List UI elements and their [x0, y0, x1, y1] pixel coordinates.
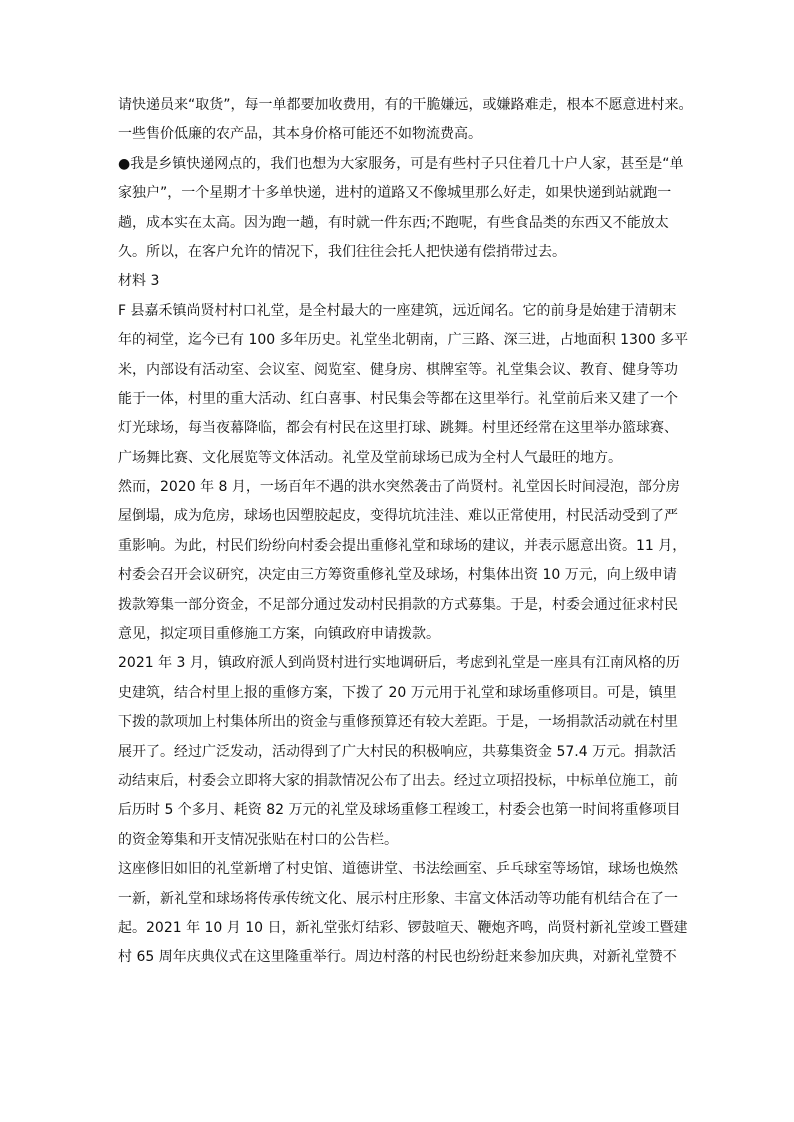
- section-heading: 材料 3: [118, 273, 160, 290]
- text-line: 请快递员来“取货”，每一单都要加收费用，有的干脆嫌远，或嫌路难走，根本不愿意进村来。: [118, 97, 693, 113]
- text-line: 拨款筹集一部分资金，不足部分通过发动村民捐款的方式募集。于是，村委会通过征求村民: [118, 596, 678, 613]
- text-line: 的资金筹集和开支情况张贴在村口的公告栏。: [118, 831, 398, 848]
- text-line: 史建筑，结合村里上报的重修方案，下拨了 20 万元用于礼堂和球场重修项目。可是，镇里: [118, 684, 677, 701]
- text-line: 家独户”，一个星期才十多单快递，进村的道路又不像城里那么好走，如果快递到站就跑一: [118, 185, 672, 202]
- document-body: [118, 91, 693, 973]
- text-line: 村 65 周年庆典仪式在这里隆重举行。周边村落的村民也纷纷赶来参加庆典，对新礼堂赞不: [118, 949, 677, 966]
- text-line: 一新，新礼堂和球场将传承传统文化、展示村庄形象、丰富文体活动等功能有机结合在了一: [118, 890, 678, 907]
- text-line: 2021 年 3 月，镇政府派人到尚贤村进行实地调研后，考虑到礼堂是一座具有江南风格的历: [118, 655, 680, 672]
- text-line: 米，内部设有活动室、会议室、阅览室、健身房、棋牌室等。礼堂集会议、教育、健身等功: [118, 361, 678, 378]
- text-line: 村委会召开会议研究，决定由三方筹资重修礼堂及球场，村集体出资 10 万元，向上级申请: [118, 567, 677, 584]
- text-line: F 县嘉禾镇尚贤村村口礼堂，是全村最大的一座建筑，远近闻名。它的前身是始建于清朝末: [118, 302, 677, 319]
- text-line: 展开了。经过广泛发动，活动得到了广大村民的积极响应，共募集资金 57.4 万元。捐款活: [118, 743, 677, 760]
- text-line: 趟，成本实在太高。因为跑一趟，有时就一件东西;不跑呢，有些食品类的东西又不能放太: [118, 214, 669, 231]
- text-line: 下拨的款项加上村集体所出的资金与重修预算还有较大差距。于是，一场捐款活动就在村里: [118, 714, 678, 731]
- text-line: 年的祠堂，迄今已有 100 多年历史。礼堂坐北朝南，广三路、深三进，占地面积 1300 多平: [118, 332, 689, 349]
- text-line: 起。2021 年 10 月 10 日，新礼堂张灯结彩、锣鼓喧天、鞭炮齐鸣，尚贤村新礼堂竣工暨建: [118, 919, 688, 936]
- text-line: 久。所以，在客户允许的情况下，我们往往会托人把快递有偿捎带过去。: [118, 243, 566, 260]
- text-line: 广场舞比赛、文化展览等文体活动。礼堂及堂前球场已成为全村人气最旺的地方。: [118, 449, 622, 466]
- text-line: 能于一体，村里的重大活动、红白喜事、村民集会等都在这里举行。礼堂前后来又建了一个: [118, 390, 678, 407]
- text-line: 动结束后，村委会立即将大家的捐款情况公布了出去。经过立项招投标，中标单位施工，前: [118, 772, 678, 789]
- text-line: 重影响。为此，村民们纷纷向村委会提出重修礼堂和球场的建议，并表示愿意出资。11 月，: [118, 537, 687, 554]
- text-line: 灯光球场，每当夜幕降临，都会有村民在这里打球、跳舞。村里还经常在这里举办篮球赛、: [118, 420, 678, 437]
- text-line: 一些售价低廉的农产品，其本身价格可能还不如物流费高。: [118, 126, 482, 143]
- text-line: 后历时 5 个多月、耗资 82 万元的礼堂及球场重修工程竣工，村委会也第一时间将重修项目: [118, 802, 681, 819]
- text-line: 然而，2020 年 8 月，一场百年不遇的洪水突然袭击了尚贤村。礼堂因长时间浸泡，部分房: [118, 479, 680, 496]
- text-line: 这座修旧如旧的礼堂新增了村史馆、道德讲堂、书法绘画室、乒乓球室等场馆，球场也焕然: [118, 861, 678, 878]
- text-line: ●我是乡镇快递网点的，我们也想为大家服务，可是有些村子只住着几十户人家，甚至是“单: [118, 155, 684, 172]
- text-line: 意见，拟定项目重修施工方案，向镇政府申请拨款。: [118, 626, 440, 643]
- text-line: 屋倒塌，成为危房，球场也因塑胶起皮，变得坑坑洼洼、难以正常使用，村民活动受到了严: [118, 508, 678, 525]
